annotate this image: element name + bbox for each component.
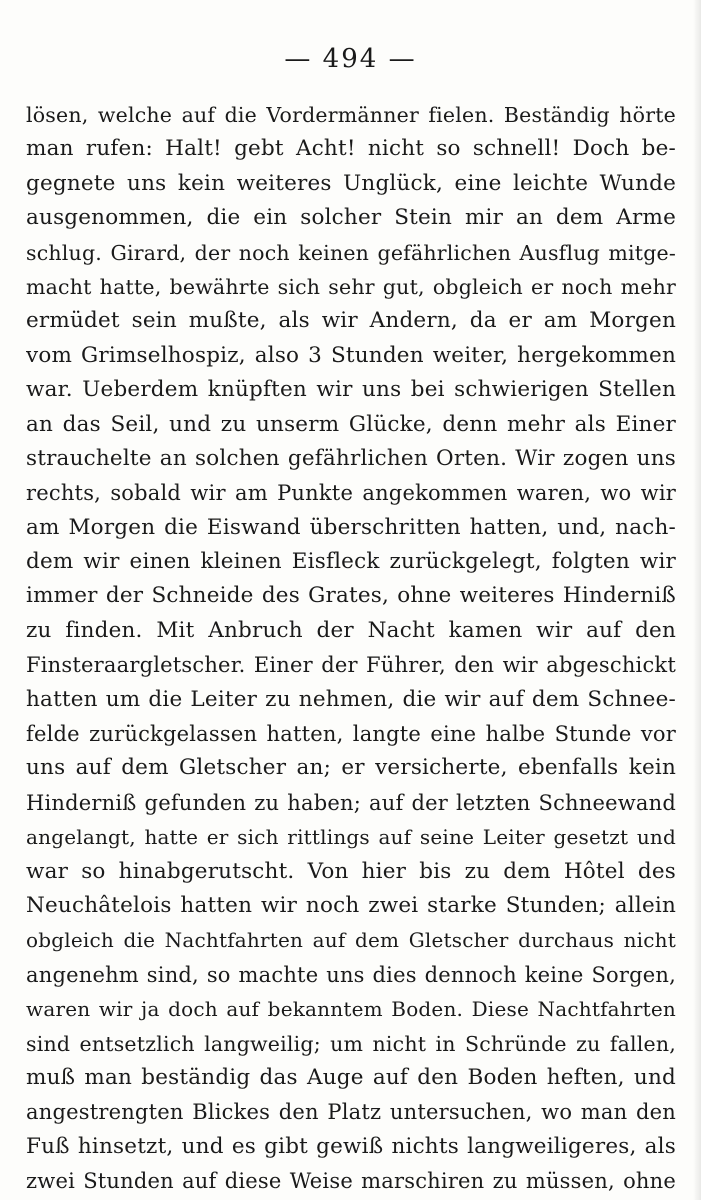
text-line: lösen, welche auf die Vordermänner fielen. Beständig hörte (26, 103, 676, 127)
text-line: muß man beständig das Auge auf den Boden heften, und (26, 1064, 676, 1090)
body-text (26, 98, 676, 1199)
text-line: macht hatte, bewährte sich sehr gut, obgleich er noch mehr (26, 274, 676, 299)
text-line: zwei Stunden auf diese Weise marschiren zu müssen, ohne (26, 1169, 676, 1194)
text-line: ermüdet sein mußte, als wir Andern, da er am Morgen (26, 308, 676, 334)
text-line: am Morgen die Eiswand überschritten hatten, und, nach- (26, 514, 676, 540)
text-line: zu finden. Mit Anbruch der Nacht kamen wir auf den (26, 617, 676, 643)
text-line: man rufen: Halt! gebt Acht! nicht so schnell! Doch be- (26, 136, 676, 162)
text-line: dem wir einen kleinen Eisfleck zurückgelegt, folgten wir (26, 549, 676, 575)
text-line: Hinderniß gefunden zu haben; auf der letzten Schneewand (26, 790, 676, 815)
text-line: war so hinabgerutscht. Von hier bis zu dem Hôtel des (26, 858, 676, 884)
text-line: ausgenommen, die ein solcher Stein mir an dem Arme (26, 205, 676, 231)
text-line: Fuß hinsetzt, und es gibt gewiß nichts langweiligeres, als (26, 1133, 676, 1159)
text-line: an das Seil, und zu unserm Glücke, denn mehr als Einer (26, 411, 676, 437)
text-line: Finsteraargletscher. Einer der Führer, den wir abgeschickt (26, 653, 676, 678)
text-line: immer der Schneide des Grates, ohne weiteres Hinderniß (26, 583, 676, 609)
text-line: obgleich die Nachtfahrten auf dem Gletscher durchaus nicht (26, 928, 676, 953)
text-line: waren wir ja doch auf bekanntem Boden. Diese Nachtfahrten (26, 997, 676, 1022)
text-line: rechts, sobald wir am Punkte angekommen waren, wo wir (26, 481, 676, 506)
page-edge-shadow (693, 0, 701, 1200)
text-line: hatten um die Leiter zu nehmen, die wir auf dem Schnee- (26, 686, 676, 712)
text-line: angestrengten Blickes den Platz untersuchen, wo man den (26, 1100, 676, 1125)
text-line: sind entsetzlich langweilig; um nicht in Schründe zu fallen, (26, 1031, 676, 1056)
text-line: uns auf dem Gletscher an; er versicherte, ebenfalls kein (26, 755, 676, 781)
text-line: Neuchâtelois hatten wir noch zwei starke Stunden; allein (26, 892, 676, 918)
text-line: strauchelte an solchen gefährlichen Orten. Wir zogen uns (26, 445, 676, 471)
text-line: war. Ueberdem knüpften wir uns bei schwierigen Stellen (26, 377, 676, 403)
text-line: schlug. Girard, der noch keinen gefährlichen Ausflug mitge- (26, 240, 676, 265)
page-number: — 494 — (284, 44, 417, 74)
text-line: felde zurückgelassen hatten, langte eine halbe Stunde vor (26, 722, 676, 747)
text-line: gegnete uns kein weiteres Unglück, eine leichte Wunde (26, 170, 676, 196)
text-line: angenehm sind, so machte uns dies dennoch keine Sorgen, (26, 962, 676, 987)
text-line: angelangt, hatte er sich rittlings auf seine Leiter gesetzt und (26, 825, 676, 850)
text-line: vom Grimselhospiz, also 3 Stunden weiter, hergekommen (26, 342, 676, 368)
